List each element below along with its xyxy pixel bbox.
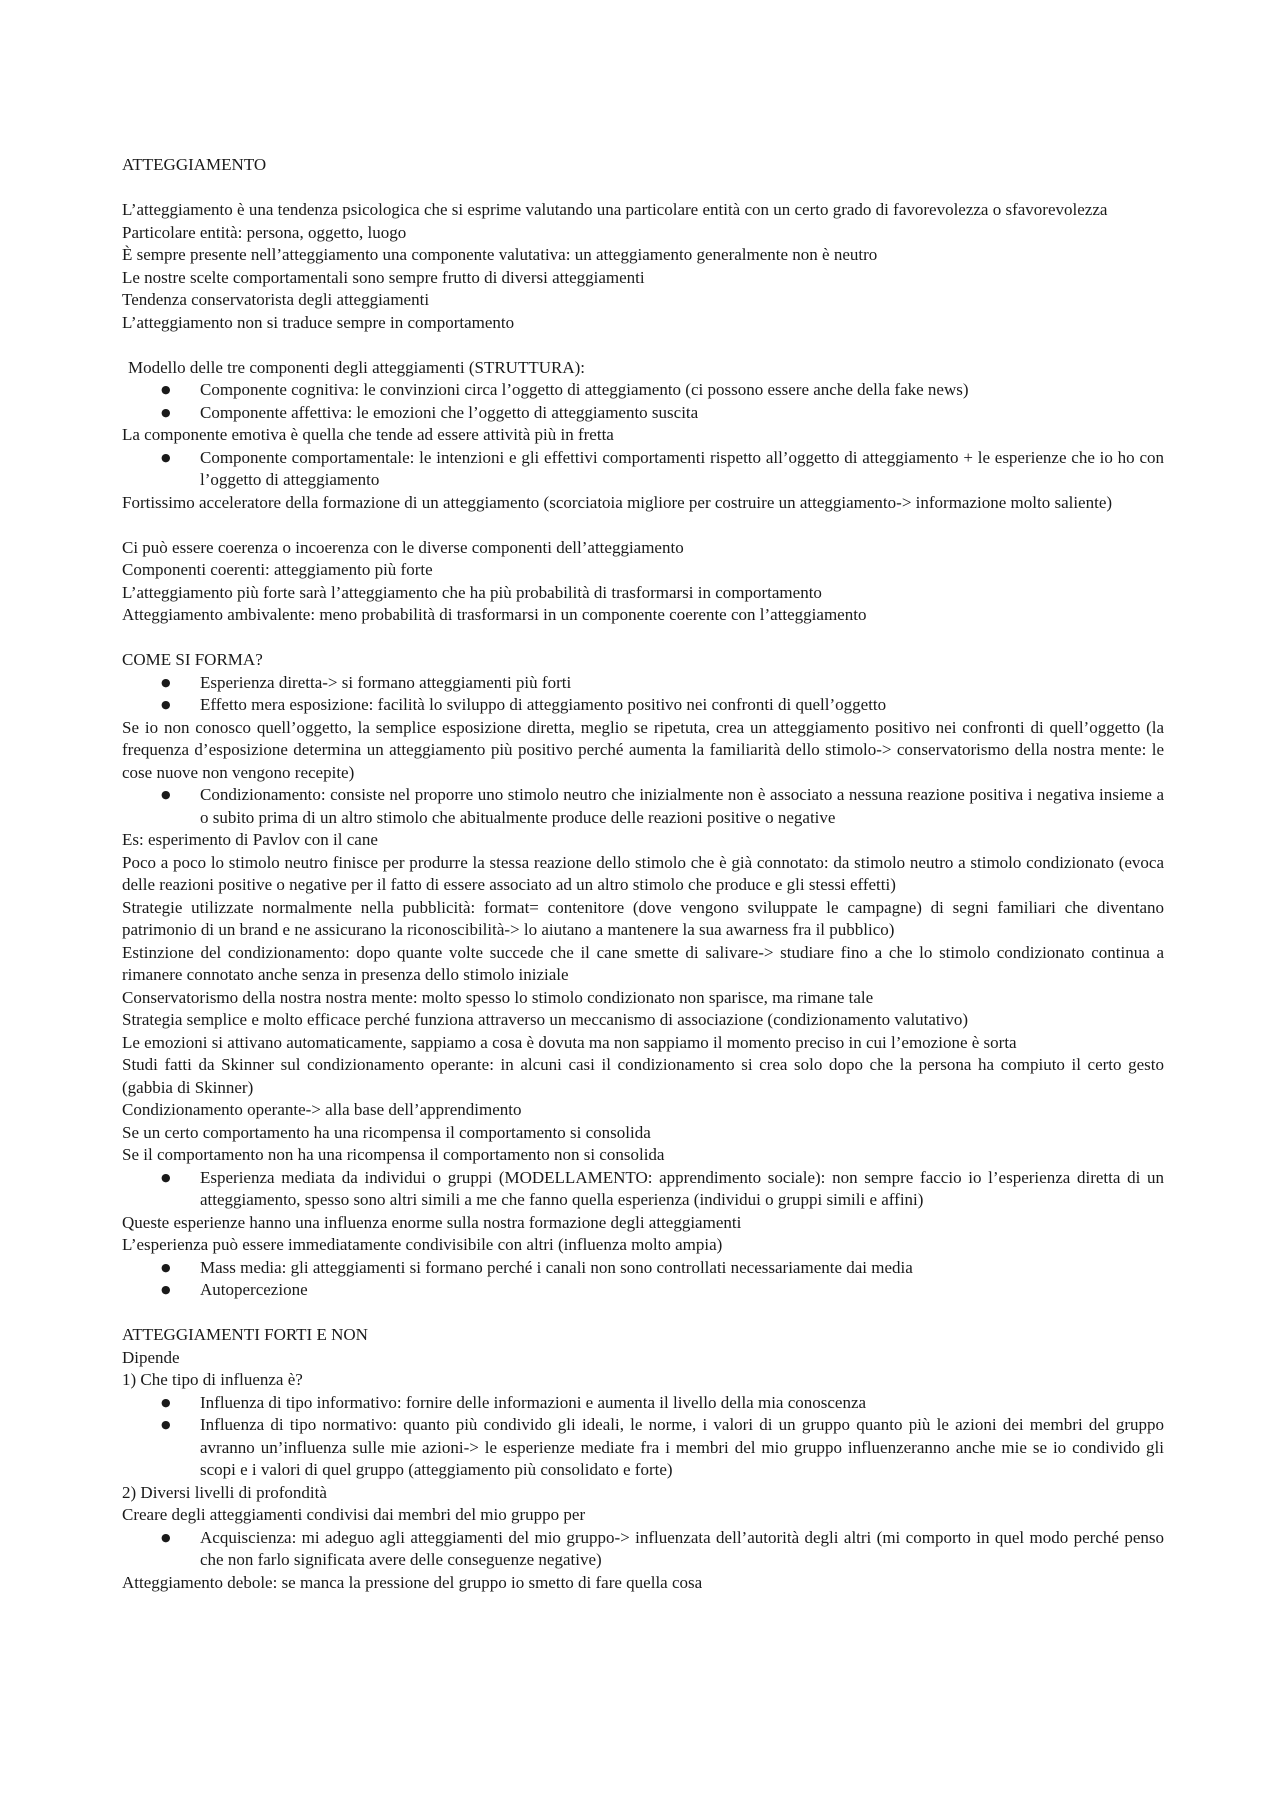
paragraph: Strategia semplice e molto efficace perché funziona attraverso un meccanismo di associazione (condizionamento valutativo) [122,1010,969,1029]
paragraph: Ci può essere coerenza o incoerenza con le diverse componenti dell’atteggiamento [122,537,684,557]
section-heading-come-si-forma: COME SI FORMA? [122,650,263,669]
paragraph: 2) Diversi livelli di profondità [122,1482,327,1502]
paragraph: 1) Che tipo di influenza è? [122,1370,303,1389]
paragraph: Se io non conosco quell’oggetto, la semplice esposizione diretta, meglio se ripetuta, crea un atteggiamento positivo nei confronti di quell’oggetto (la frequenza d’esposizione determina un atteggiamento più positivo perché aumenta la familiarità dello stimolo-> conservatorismo della nostra mente: le cose nuove non vengono recepite) [122,717,1164,782]
list-item: ● Influenza di tipo normativo: quanto più condivido gli ideali, le norme, i valori di un gruppo quanto più le azioni dei membri del gruppo avranno un’influenza sulle mie azioni-> le esperienze mediate fra i membri del mio gruppo influenzeranno anche mie se io condivido gli scopi e i valori di quel gruppo (atteggiamento più consolidato e forte) [122,1414,1164,1482]
paragraph: Es: esperimento di Pavlov con il cane [122,830,378,849]
list-item: ● Acquiscienza: mi adeguo agli atteggiamenti del mio gruppo-> influenzata dell’autorità degli altri (mi comporto in quel modo perché penso che non farlo significata avere delle conseguenze negative) [122,1527,1164,1572]
paragraph: Queste esperienze hanno una influenza enorme sulla nostra formazione degli atteggiamenti [122,1212,742,1232]
section-heading-modello: Modello delle tre componenti degli atteggiamenti (STRUTTURA): [128,357,586,377]
list-item: ● Influenza di tipo informativo: fornire delle informazioni e aumenta il livello della mia conoscenza [122,1392,1164,1415]
paragraph: Particolare entità: persona, oggetto, luogo [122,222,407,242]
paragraph: Le nostre scelte comportamentali sono sempre frutto di diversi atteggiamenti [122,267,645,287]
paragraph: Poco a poco lo stimolo neutro finisce per produrre la stessa reazione dello stimolo che è già connotato: da stimolo neutro a stimolo condizionato (evoca delle reazioni positive o negative per il fatto di essere associato ad un altro stimolo che produce e gli stessi effetti) [122,852,1164,894]
paragraph: L’atteggiamento è una tendenza psicologica che si esprime valutando una particolare entità con un certo grado di favorevolezza o sfavorevolezza [122,200,1108,219]
paragraph: Strategie utilizzate normalmente nella pubblicità: format= contenitore (dove vengono sviluppate le campagne) di segni familiari che diventano patrimonio di un brand e ne assicurano la riconoscibilità-> lo aiutano a mantenere la sua awarness fra il pubblico) [122,897,1164,939]
list-item: ● Autopercezione [122,1279,1164,1302]
paragraph: Estinzione del condizionamento: dopo quante volte succede che il cane smette di salivare-> studiare fino a che lo stimolo condizionato continua a rimanere connotato anche senza in presenza dello stimolo iniziale [122,942,1164,984]
spacer [122,627,1164,650]
paragraph: Atteggiamento ambivalente: meno probabilità di trasformarsi in un componente coerente con l’atteggiamento [122,605,867,624]
list-item: ● Esperienza mediata da individui o gruppi (MODELLAMENTO: apprendimento sociale): non sempre faccio io l’esperienza diretta di un atteggiamento, spesso sono altri simili a me che fanno quella esperienza (individui o gruppi simili e affini) [122,1167,1164,1212]
bullet-list [122,447,1164,492]
spacer [122,334,1164,357]
bullet-list [122,1527,1164,1572]
paragraph: Dipende [122,1347,180,1367]
bullet-list [122,379,1164,424]
paragraph: Studi fatti da Skinner sul condizionamento operante: in alcuni casi il condizionamento si crea solo dopo che la persona ha compiuto il certo gesto (gabbia di Skinner) [122,1055,1164,1097]
bullet-list [122,672,1164,717]
paragraph: L’atteggiamento non si traduce sempre in comportamento [122,312,515,332]
paragraph: Se un certo comportamento ha una ricompensa il comportamento si consolida [122,1122,651,1142]
section-title-atteggiamento: ATTEGGIAMENTO [122,155,267,174]
paragraph: Tendenza conservatorista degli atteggiamenti [122,290,430,309]
list-item: ● Condizionamento: consiste nel proporre uno stimolo neutro che inizialmente non è associato a nessuna reazione positiva i negativa insieme a o subito prima di un altro stimolo che abitualmente produce delle reazioni positive o negative [122,784,1164,829]
paragraph: Le emozioni si attivano automaticamente, sappiamo a cosa è dovuta ma non sappiamo il momento preciso in cui l’emozione è sorta [122,1032,1017,1052]
paragraph: La componente emotiva è quella che tende ad essere attività più in fretta [122,425,614,444]
list-item: ● Esperienza diretta-> si formano atteggiamenti più forti [122,672,1164,695]
section-heading-atteggiamenti-forti: ATTEGGIAMENTI FORTI E NON [122,1325,368,1344]
bullet-list [122,1392,1164,1482]
paragraph: L’atteggiamento più forte sarà l’atteggiamento che ha più probabilità di trasformarsi in comportamento [122,582,822,602]
paragraph: Componenti coerenti: atteggiamento più forte [122,560,433,579]
paragraph: Condizionamento operante-> alla base dell’apprendimento [122,1100,522,1119]
spacer [122,514,1164,537]
paragraph: Atteggiamento debole: se manca la pressione del gruppo io smetto di fare quella cosa [122,1572,703,1592]
paragraph: Creare degli atteggiamenti condivisi dai membri del mio gruppo per [122,1505,586,1524]
list-item: ● Componente comportamentale: le intenzioni e gli effettivi comportamenti rispetto all’oggetto di atteggiamento + le esperienze che io ho con l’oggetto di atteggiamento [122,447,1164,492]
paragraph: Fortissimo acceleratore della formazione di un atteggiamento (scorciatoia migliore per costruire un atteggiamento-> informazione molto saliente) [122,492,1113,512]
list-item: ● Componente affettiva: le emozioni che l’oggetto di atteggiamento suscita [122,402,1164,425]
list-item: ● Componente cognitiva: le convinzioni circa l’oggetto di atteggiamento (ci possono essere anche della fake news) [122,379,1164,402]
paragraph: Conservatorismo della nostra nostra mente: molto spesso lo stimolo condizionato non sparisce, ma rimane tale [122,987,874,1007]
bullet-list [122,1167,1164,1212]
paragraph: È sempre presente nell’atteggiamento una componente valutativa: un atteggiamento generalmente non è neutro [122,245,878,264]
document-page [122,154,1164,1594]
bullet-list [122,1257,1164,1302]
bullet-list [122,784,1164,829]
spacer [122,177,1164,200]
paragraph: Se il comportamento non ha una ricompensa il comportamento non si consolida [122,1145,665,1164]
list-item: ● Mass media: gli atteggiamenti si formano perché i canali non sono controllati necessariamente dai media [122,1257,1164,1280]
paragraph: L’esperienza può essere immediatamente condivisibile con altri (influenza molto ampia) [122,1235,723,1254]
spacer [122,1302,1164,1325]
list-item: ● Effetto mera esposizione: facilità lo sviluppo di atteggiamento positivo nei confronti di quell’oggetto [122,694,1164,717]
